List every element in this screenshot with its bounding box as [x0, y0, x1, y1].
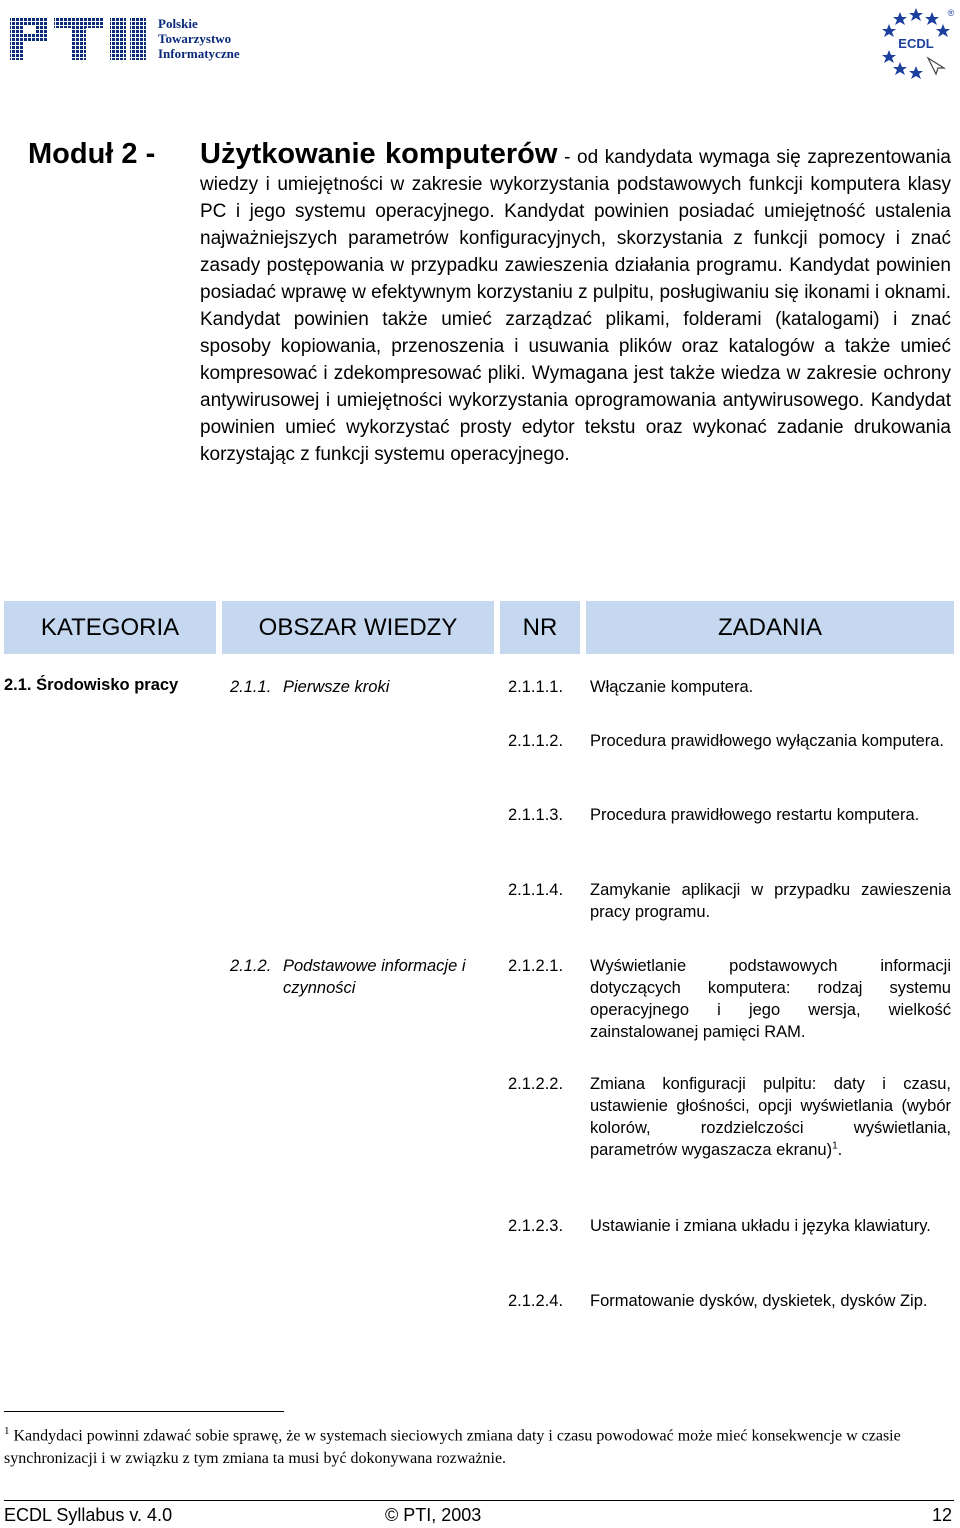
task-text: Procedura prawidłowego wyłączania komputera.	[590, 732, 945, 750]
org-name	[158, 16, 240, 61]
footnote	[4, 1420, 954, 1470]
page-header	[0, 0, 960, 90]
module-description	[200, 138, 951, 468]
task-row	[508, 1215, 951, 1237]
task-text: Procedura prawidłowego restartu komputera.	[590, 806, 920, 824]
task-number: 2.1.2.2.	[508, 1075, 564, 1093]
task-text: Włączanie komputera.	[590, 678, 754, 696]
header-obszar-label: OBSZAR WIEDZY	[258, 613, 458, 641]
footnote-mark: 1	[4, 1425, 10, 1437]
task-text: Zamykanie aplikacji w przypadku zawieszenia pracy programu.	[590, 881, 951, 921]
area-number: 2.1.1.	[230, 678, 272, 696]
module-title-tail: - od	[557, 147, 599, 168]
task-number: 2.1.1.4.	[508, 881, 564, 899]
area-number: 2.1.2.	[230, 957, 272, 975]
task-number: 2.1.2.1.	[508, 957, 564, 975]
task-row	[508, 730, 951, 752]
header-zadania-label: ZADANIA	[717, 613, 822, 641]
task-row	[508, 1073, 951, 1161]
category-label: 2.1. Środowisko pracy	[4, 676, 179, 694]
ecdl-stars-logo-icon	[876, 4, 956, 80]
header-zadania	[586, 601, 954, 654]
task-number: 2.1.1.1.	[508, 678, 564, 696]
task-text-main: Zmiana konfiguracji pulpitu: daty i czasu, ustawienie głośności, opcji wyświetlania (wybór kolorów, rozdzielczości wyświetlania, parametrów wygaszacza ekranu)	[590, 1075, 951, 1159]
footnote-text: Kandydaci powinni zdawać sobie sprawę, że w systemach sieciowych zmiana daty i czasu powodować może mieć konsekwencje w czasie synchronizacji i w związku z tym zmiana ta musi być dokonywana rozważnie.	[4, 1427, 901, 1468]
footer-page-number: 12	[931, 1505, 952, 1525]
header-nr-label: NR	[522, 613, 558, 641]
org-name-line: Towarzystwo	[158, 31, 232, 46]
task-text	[590, 1073, 951, 1161]
org-name-line: Polskie	[158, 16, 198, 31]
task-row	[508, 879, 951, 923]
area-title: Pierwsze kroki	[283, 678, 390, 696]
task-text-end: .	[837, 1141, 843, 1159]
knowledge-area	[230, 955, 493, 999]
footnote-separator	[4, 1411, 284, 1412]
ecdl-logo-text: ECDL	[898, 36, 934, 51]
registered-mark: ®	[947, 8, 955, 18]
knowledge-area	[230, 676, 389, 698]
task-number: 2.1.2.3.	[508, 1217, 564, 1235]
task-text: Wyświetlanie podstawowych informacji dotyczących komputera: rodzaj systemu operacyjnego i jego wersja, wielkość zainstalowanej pamięci RAM.	[590, 957, 951, 1041]
task-row	[508, 804, 951, 826]
footer-rule	[4, 1500, 954, 1501]
task-text: Ustawianie i zmiana układu i języka klawiatury.	[590, 1217, 931, 1235]
header-kategoria-label: KATEGORIA	[40, 613, 180, 641]
module-body: kandydata wymaga się zaprezentowania wiedzy i umiejętności w zakresie wykorzystania podstawowych funkcji komputera klasy PC i jego systemu operacyjnego. Kandydat powinien posiadać umiejętność ustalenia najważniejszych parametrów konfiguracyjnych, skorzystania z funkcji pomocy i znać zasady postępowania w przypadku zawieszenia działania programu. Kandydat powinien posiadać wprawę w efektywnym korzystaniu z pulpitu, posługiwaniu się ikonami i oknami. Kandydat powinien także umieć zarządzać plikami, folderami (katalogami) i znać sposoby kopiowania, przenoszenia i usuwania plików oraz katalogów a także umieć kompresować i zdekompresować pliki. Wymagana jest także wiedza w zakresie ochrony antywirusowej i umiejętności wykorzystania oprogramowania antywirusowego. Kandydat powinien umieć wykorzystać prosty edytor tekstu oraz wykonać zadanie drukowania korzystając z funkcji systemu operacyjnego.	[200, 147, 951, 465]
module-title: Użytkowanie komputerów	[200, 138, 558, 170]
task-row	[508, 1290, 951, 1312]
module-label: Moduł 2 -	[28, 138, 156, 170]
footer-syllabus: ECDL Syllabus v. 4.0	[4, 1505, 173, 1525]
header-nr	[500, 601, 580, 654]
org-name-line: Informatyczne	[158, 46, 240, 61]
footer-copyright: © PTI, 2003	[385, 1505, 482, 1525]
header-obszar-wiedzy	[222, 601, 494, 654]
area-title: Podstawowe informacje i czynności	[283, 957, 466, 997]
header-kategoria	[4, 601, 216, 654]
task-number: 2.1.1.3.	[508, 806, 564, 824]
task-text: Formatowanie dysków, dyskietek, dysków Zip.	[590, 1292, 928, 1310]
pti-logo-icon	[8, 14, 148, 62]
task-row	[508, 955, 951, 1043]
task-number: 2.1.2.4.	[508, 1292, 564, 1310]
task-number: 2.1.1.2.	[508, 732, 564, 750]
task-row	[508, 676, 951, 698]
footnote-ref: 1	[832, 1140, 838, 1152]
